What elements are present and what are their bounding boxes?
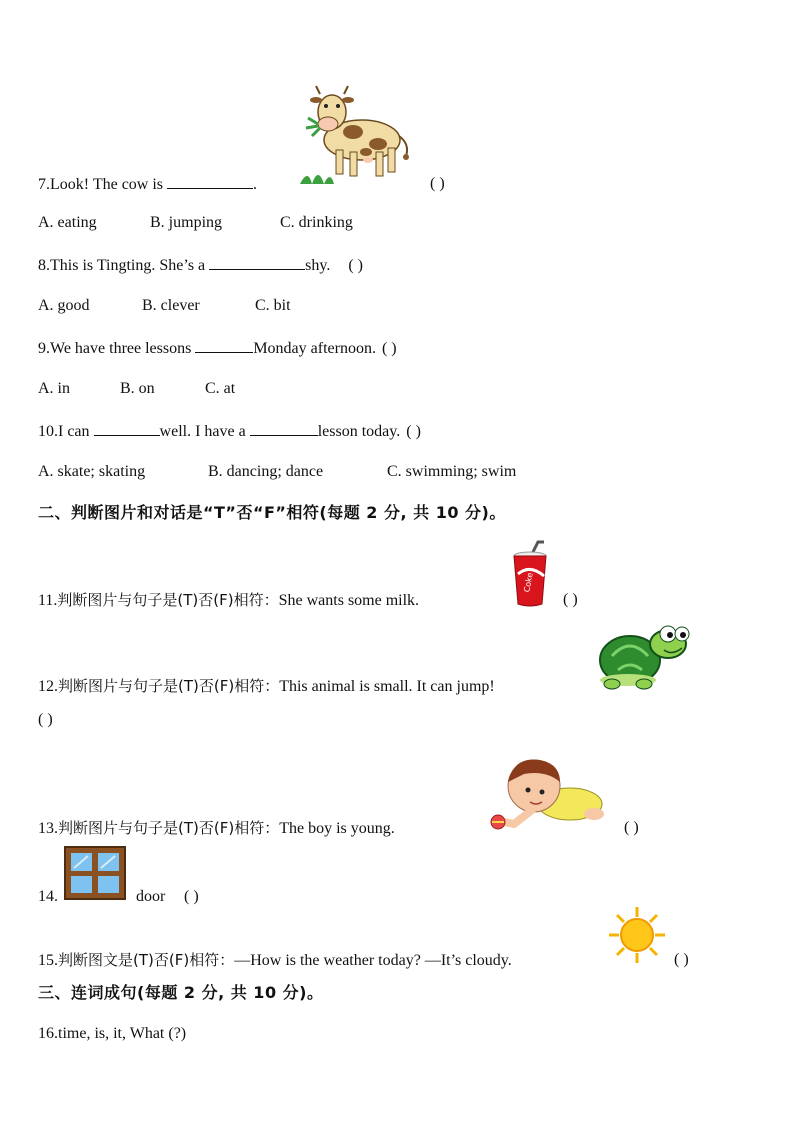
q15-sentence: —How is the weather today? —It’s cloudy. xyxy=(234,952,512,969)
q7-number: 7. xyxy=(38,176,50,193)
crawling-baby-image xyxy=(484,752,608,836)
q10-option-a: A. skate; skating xyxy=(38,463,146,480)
q9-text-b: Monday afternoon. xyxy=(253,340,376,357)
q13-prompt: 判断图片与句子是(T)否(F)相符： xyxy=(58,819,280,837)
q11-prompt: 判断图片与句子是(T)否(F)相符： xyxy=(57,591,279,609)
svg-text:Coke: Coke xyxy=(522,571,535,593)
q10-text-b: well. I have a xyxy=(159,423,246,440)
q10-options xyxy=(38,462,516,482)
q13-answer-paren[interactable]: ( ) xyxy=(624,819,639,836)
q11-answer-paren[interactable]: ( ) xyxy=(563,591,578,608)
question-10 xyxy=(38,421,421,442)
q11-number: 11. xyxy=(38,592,58,609)
q7-answer-paren[interactable]: ( ) xyxy=(430,175,445,192)
q7-option-c: C. drinking xyxy=(280,214,353,231)
question-11 xyxy=(38,590,419,611)
q9-answer-blank[interactable] xyxy=(195,338,253,353)
q8-number: 8. xyxy=(38,257,50,274)
question-7 xyxy=(38,174,257,195)
q14-answer-paren[interactable]: ( ) xyxy=(184,888,199,905)
window-image xyxy=(64,846,126,900)
cola-cup-image xyxy=(510,540,550,608)
q8-text-a: This is Tingting. She’s a xyxy=(50,257,206,274)
q9-option-c: C. at xyxy=(205,380,236,397)
q12-answer-paren[interactable]: ( ) xyxy=(38,711,53,728)
q9-option-b: B. on xyxy=(120,380,155,397)
q10-answer-paren[interactable]: ( ) xyxy=(406,423,421,440)
turtle-image xyxy=(598,620,690,692)
q7-text-b: . xyxy=(253,176,258,193)
q8-option-a: A. good xyxy=(38,297,90,314)
q10-option-c: C. swimming; swim xyxy=(387,463,517,480)
q8-text-b: shy. xyxy=(305,257,331,274)
q7-options xyxy=(38,213,353,233)
q10-option-b: B. dancing; dance xyxy=(208,463,324,480)
q12-prompt: 判断图片与句子是(T)否(F)相符： xyxy=(58,677,280,695)
sun-image xyxy=(608,906,666,964)
q8-option-c: C. bit xyxy=(255,297,291,314)
section-3-title: 三、连词成句(每题 2 分, 共 10 分)。 xyxy=(38,983,324,1002)
q7-answer-blank[interactable] xyxy=(167,174,253,189)
q10-answer-blank-2[interactable] xyxy=(250,421,318,436)
q11-sentence: She wants some milk. xyxy=(278,592,420,609)
q9-answer-paren[interactable]: ( ) xyxy=(381,340,397,357)
section-2-title: 二、判断图片和对话是“T”否“F”相符(每题 2 分, 共 10 分)。 xyxy=(38,503,506,522)
q10-text-a: I can xyxy=(58,423,90,440)
q8-answer-paren[interactable]: ( ) xyxy=(348,257,363,274)
q15-prompt: 判断图文是(T)否(F)相符： xyxy=(58,951,235,969)
q9-option-a: A. in xyxy=(38,380,70,397)
q12-sentence: This animal is small. It can jump! xyxy=(279,678,495,695)
q10-answer-blank-1[interactable] xyxy=(94,421,160,436)
q10-text-c: lesson today. xyxy=(317,423,401,440)
question-12 xyxy=(38,676,495,697)
q9-text-a: We have three lessons xyxy=(50,340,192,357)
question-15 xyxy=(38,950,512,971)
q9-options xyxy=(38,379,235,399)
q14-number: 14. xyxy=(38,888,58,905)
q8-option-b: B. clever xyxy=(142,297,200,314)
q7-option-a: A. eating xyxy=(38,214,97,231)
question-13 xyxy=(38,818,395,839)
q12-number: 12. xyxy=(38,678,58,695)
q15-number: 15. xyxy=(38,952,58,969)
question-16 xyxy=(38,1024,186,1044)
q8-answer-blank[interactable] xyxy=(209,255,305,270)
q9-number: 9. xyxy=(38,340,50,357)
q7-option-b: B. jumping xyxy=(150,214,223,231)
q14-word: door xyxy=(136,888,166,905)
q10-number: 10. xyxy=(38,423,58,440)
q7-text-a: Look! The cow is xyxy=(50,176,164,193)
q15-answer-paren[interactable]: ( ) xyxy=(674,951,689,968)
q13-number: 13. xyxy=(38,820,58,837)
q16-number: 16. xyxy=(38,1025,58,1042)
question-9 xyxy=(38,338,397,359)
question-14 xyxy=(38,887,58,907)
q8-options xyxy=(38,296,291,316)
q13-sentence: The boy is young. xyxy=(279,820,395,837)
q16-text: time, is, it, What (?) xyxy=(58,1025,187,1042)
question-8 xyxy=(38,255,363,276)
cow-image xyxy=(298,84,420,188)
